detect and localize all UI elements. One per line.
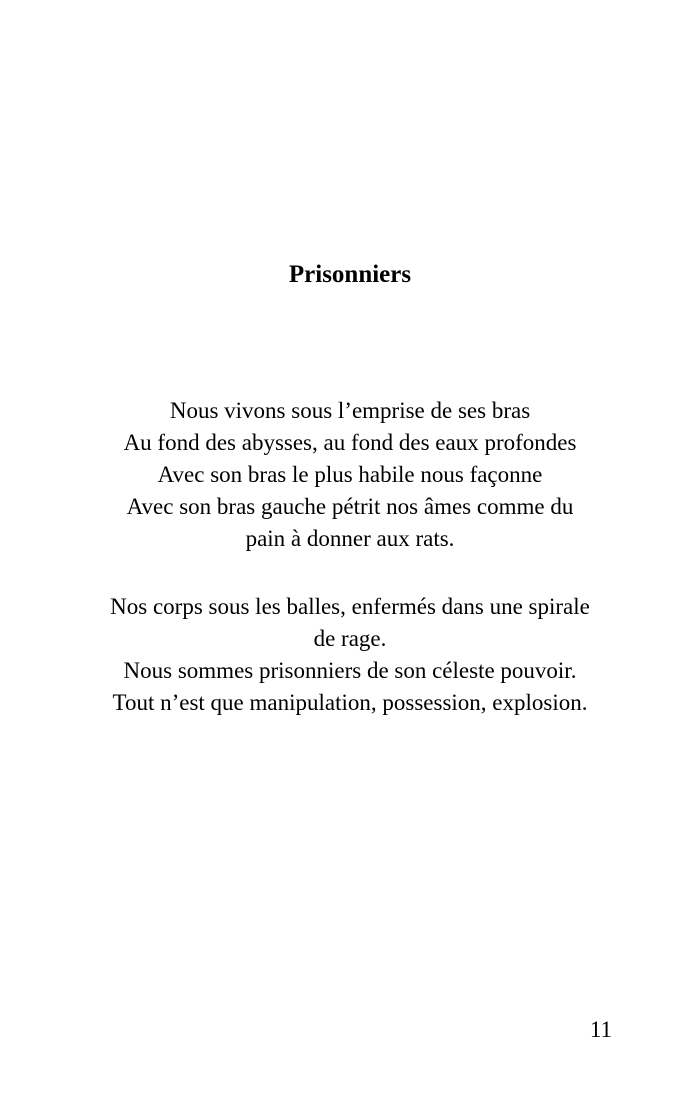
poem-title: Prisonniers xyxy=(288,261,412,288)
stanza-1 xyxy=(80,395,620,555)
poem-line: Nos corps sous les balles, enfermés dans une spirale xyxy=(110,594,590,619)
poem-line: pain à donner aux rats. xyxy=(245,526,455,551)
page-number: 11 xyxy=(589,1017,612,1042)
poem-line: Tout n’est que manipulation, possession, explosion. xyxy=(112,690,588,715)
poem-line: Avec son bras le plus habile nous façonne xyxy=(157,462,543,487)
poem-line: Au fond des abysses, au fond des eaux profondes xyxy=(123,430,577,455)
poem-line: Avec son bras gauche pétrit nos âmes comme du xyxy=(126,494,574,519)
poem-line: de rage. xyxy=(313,626,387,651)
poem-line: Nous vivons sous l’emprise de ses bras xyxy=(169,398,531,423)
stanza-2 xyxy=(70,591,630,719)
poem-line: Nous sommes prisonniers de son céleste pouvoir. xyxy=(123,658,577,683)
